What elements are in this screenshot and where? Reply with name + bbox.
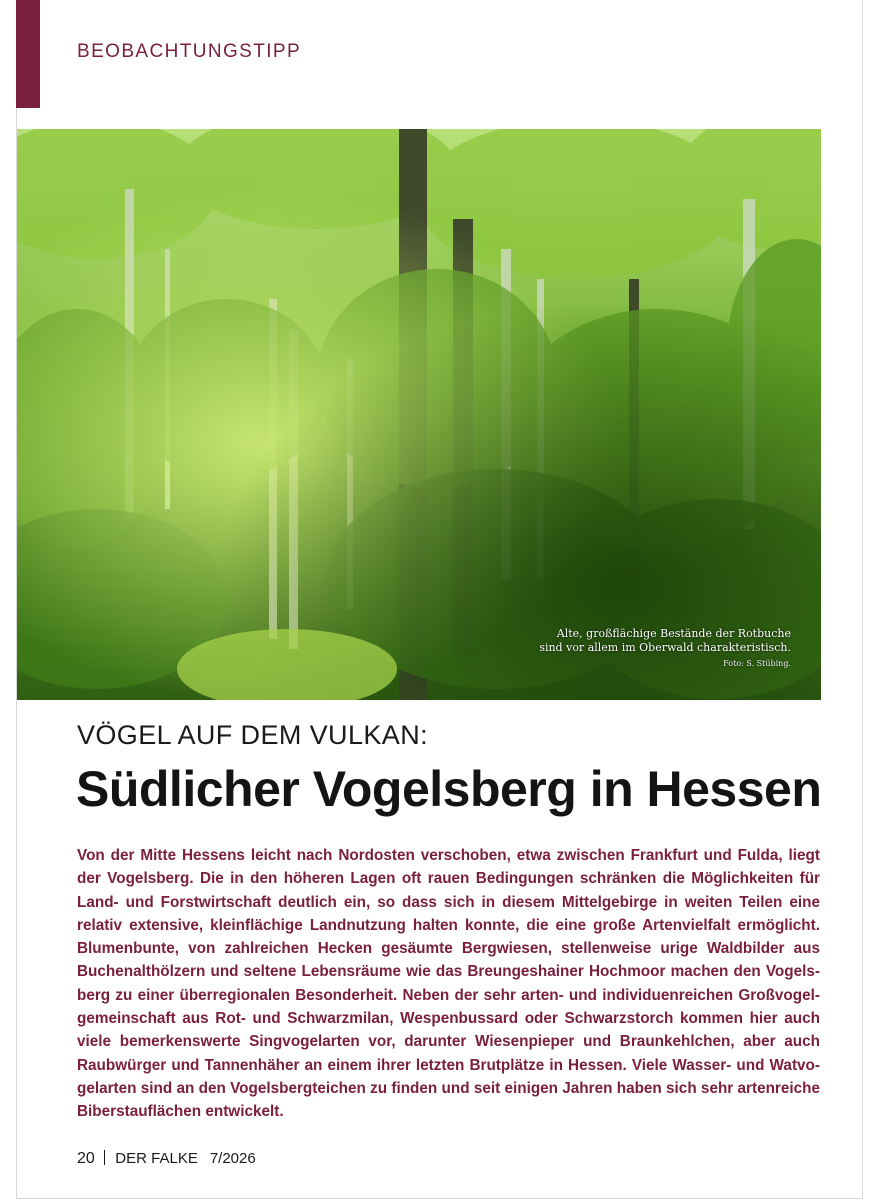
article-kicker: VÖGEL AUF DEM VULKAN: xyxy=(77,720,428,750)
issue-number: 7/2026 xyxy=(209,1150,256,1167)
section-label: BEOBACHTUNGSTIPP xyxy=(77,41,302,62)
page-number: 20 xyxy=(77,1150,95,1167)
magazine-name: DER FALKE xyxy=(115,1150,198,1167)
beech-forest-photo-icon xyxy=(17,129,821,700)
section-accent-bar xyxy=(16,0,40,108)
photo-caption-line-1: Alte, großflächige Bestände der Rotbuche xyxy=(556,627,791,640)
article-headline: Südlicher Vogelsberg in Hessen xyxy=(76,761,822,817)
forest-photo xyxy=(17,129,821,700)
photo-caption xyxy=(539,627,791,655)
article-intro: Von der Mitte Hessens leicht nach Nordosten verschoben, etwa zwischen Frankfurt und Fulda, liegt der Vogelsberg. Die in den höheren Lagen oft rauen Bedingungen schränken die Möglichkeiten für Land- und Forstwirtschaft deutlich ein, so dass sich in diesem Mittelgebirge in weiten Teilen eine relativ extensive, kleinflächige Landnutzung halten konnte, die eine große Artenvielfalt ermöglicht. Blumenbunte, von zahlreichen Hecken gesäumte Bergwiesen, stellenweise urige Waldbilder aus Buchenalthölzern und seltene Lebensräume wie das Breungeshainer Hochmoor machen den Vogelsberg zu einer überregionalen Besonderheit. Neben der sehr arten- und individuenreichen Großvogelgemeinschaft aus Rot- und Schwarzmilan, Wespenbussard oder Schwarzstorch kommen hier auch viele bemerkenswerte Singvogelarten vor, darunter Wiesenpieper und Braunkehlchen, aber auch Raubwürger und Tannenhäher an einem ihrer letzten Brutplätze in Hessen. Viele Wasser- und Watvogelarten sind an den Vogelsbergteichen zu finden und seit einigen Jahren haben sich sehr artenreiche Biberstauflächen entwickelt. xyxy=(77,847,820,1121)
footer-separator xyxy=(104,1150,106,1165)
photo-credit: Foto: S. Stübing. xyxy=(723,659,791,668)
page-footer xyxy=(77,1150,256,1168)
photo-caption-line-2: sind vor allem im Oberwald charakteristisch. xyxy=(539,641,791,654)
